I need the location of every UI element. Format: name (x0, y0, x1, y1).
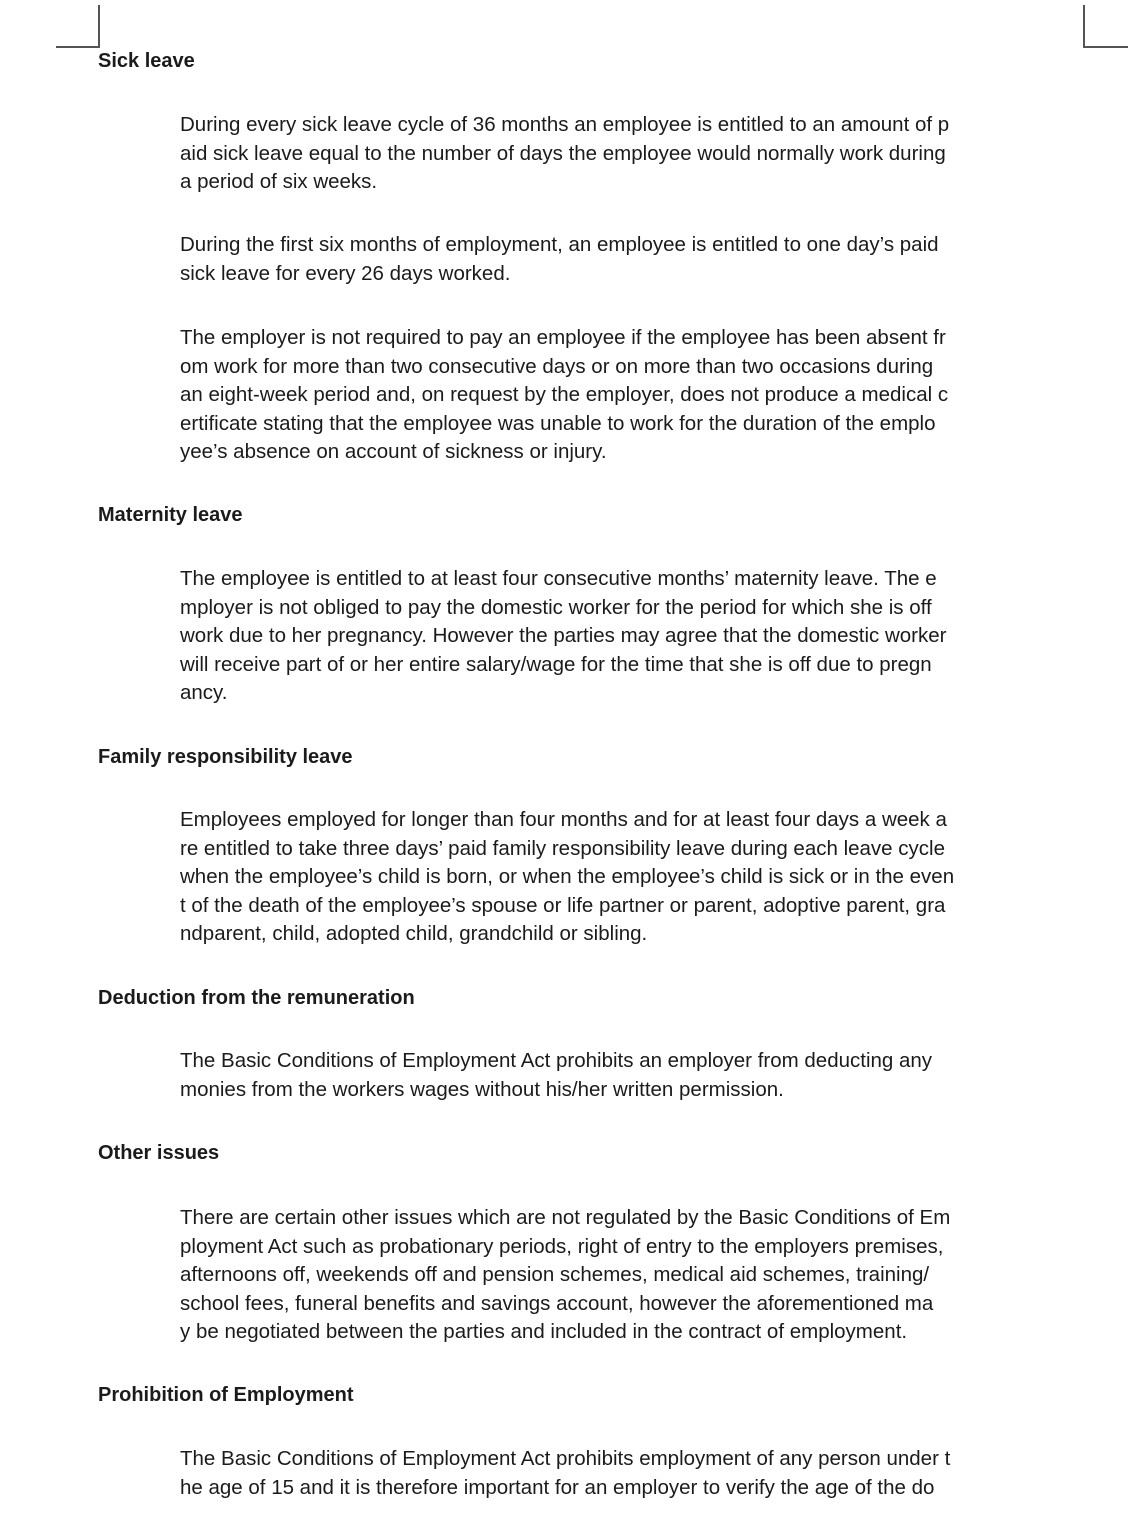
paragraph-other-issues (180, 1204, 1020, 1347)
text-line: an eight-week period and, on request by the employer, does not produce a medical c (180, 383, 949, 406)
text-line: he age of 15 and it is therefore important for an employer to verify the age of the do (180, 1475, 935, 1499)
text-line: school fees, funeral benefits and savings account, however the aforementioned ma (180, 1291, 934, 1315)
paragraph-deduction (180, 1047, 1020, 1104)
paragraph-sick-leave-cycle (180, 111, 1020, 197)
text-line: will receive part of or her entire salary/wage for the time that she is off due to pregn (180, 652, 932, 676)
paragraph-sick-leave-medical-certificate (180, 324, 1020, 467)
text-line: ancy. (180, 681, 228, 704)
text-line: t of the death of the employee’s spouse or life partner or parent, adoptive parent, gra (180, 893, 946, 917)
heading-prohibition-of-employment: Prohibition of Employment (98, 1384, 354, 1406)
text-line: The Basic Conditions of Employment Act prohibits an employer from deducting any (180, 1049, 933, 1072)
text-line: ployment Act such as probationary periods, right of entry to the employers premises, (180, 1234, 944, 1258)
text-line: afternoons off, weekends off and pension schemes, medical aid schemes, training/ (180, 1263, 930, 1286)
heading-sick-leave: Sick leave (98, 50, 195, 72)
text-line: There are certain other issues which are not regulated by the Basic Conditions of Em (180, 1206, 951, 1229)
text-line: monies from the workers wages without his/her written permission. (180, 1077, 784, 1101)
text-line: The employer is not required to pay an employee if the employee has been absent fr (180, 326, 946, 349)
paragraph-family-responsibility-leave (180, 806, 1020, 949)
paragraph-prohibition-of-employment (180, 1445, 1020, 1502)
heading-other-issues: Other issues (98, 1142, 220, 1164)
paragraph-maternity-leave (180, 565, 1020, 708)
heading-family-responsibility-leave: Family responsibility leave (98, 746, 353, 768)
text-line: mployer is not obliged to pay the domestic worker for the period for which she is off (180, 595, 932, 619)
text-line: y be negotiated between the parties and included in the contract of employment. (180, 1320, 908, 1343)
text-line: sick leave for every 26 days worked. (180, 261, 511, 285)
text-line: re entitled to take three days’ paid family responsibility leave during each leave cycle (180, 836, 945, 860)
heading-deduction-from-remuneration: Deduction from the remuneration (98, 987, 415, 1009)
crop-mark-top-right (1083, 5, 1128, 48)
heading-maternity-leave: Maternity leave (98, 504, 243, 526)
crop-mark-top-left (56, 5, 100, 48)
text-line: During the first six months of employment, an employee is entitled to one day’s paid (180, 233, 939, 256)
text-line: Employees employed for longer than four months and for at least four days a week a (180, 808, 947, 831)
text-line: ndparent, child, adopted child, grandchild or sibling. (180, 922, 648, 945)
text-line: a period of six weeks. (180, 170, 378, 193)
paragraph-sick-leave-first-six-months (180, 231, 1020, 288)
text-line: The Basic Conditions of Employment Act prohibits employment of any person under t (180, 1447, 951, 1470)
text-line: when the employee’s child is born, or when the employee’s child is sick or in the even (180, 865, 955, 888)
text-line: The employee is entitled to at least four consecutive months’ maternity leave. The e (180, 567, 937, 590)
text-line: yee’s absence on account of sickness or injury. (180, 440, 607, 463)
text-line: work due to her pregnancy. However the parties may agree that the domestic worker (180, 624, 947, 647)
text-line: During every sick leave cycle of 36 months an employee is entitled to an amount of p (180, 113, 950, 136)
text-line: om work for more than two consecutive days or on more than two occasions during (180, 354, 934, 378)
text-line: aid sick leave equal to the number of days the employee would normally work during (180, 141, 946, 165)
text-line: ertificate stating that the employee was unable to work for the duration of the emplo (180, 411, 936, 435)
